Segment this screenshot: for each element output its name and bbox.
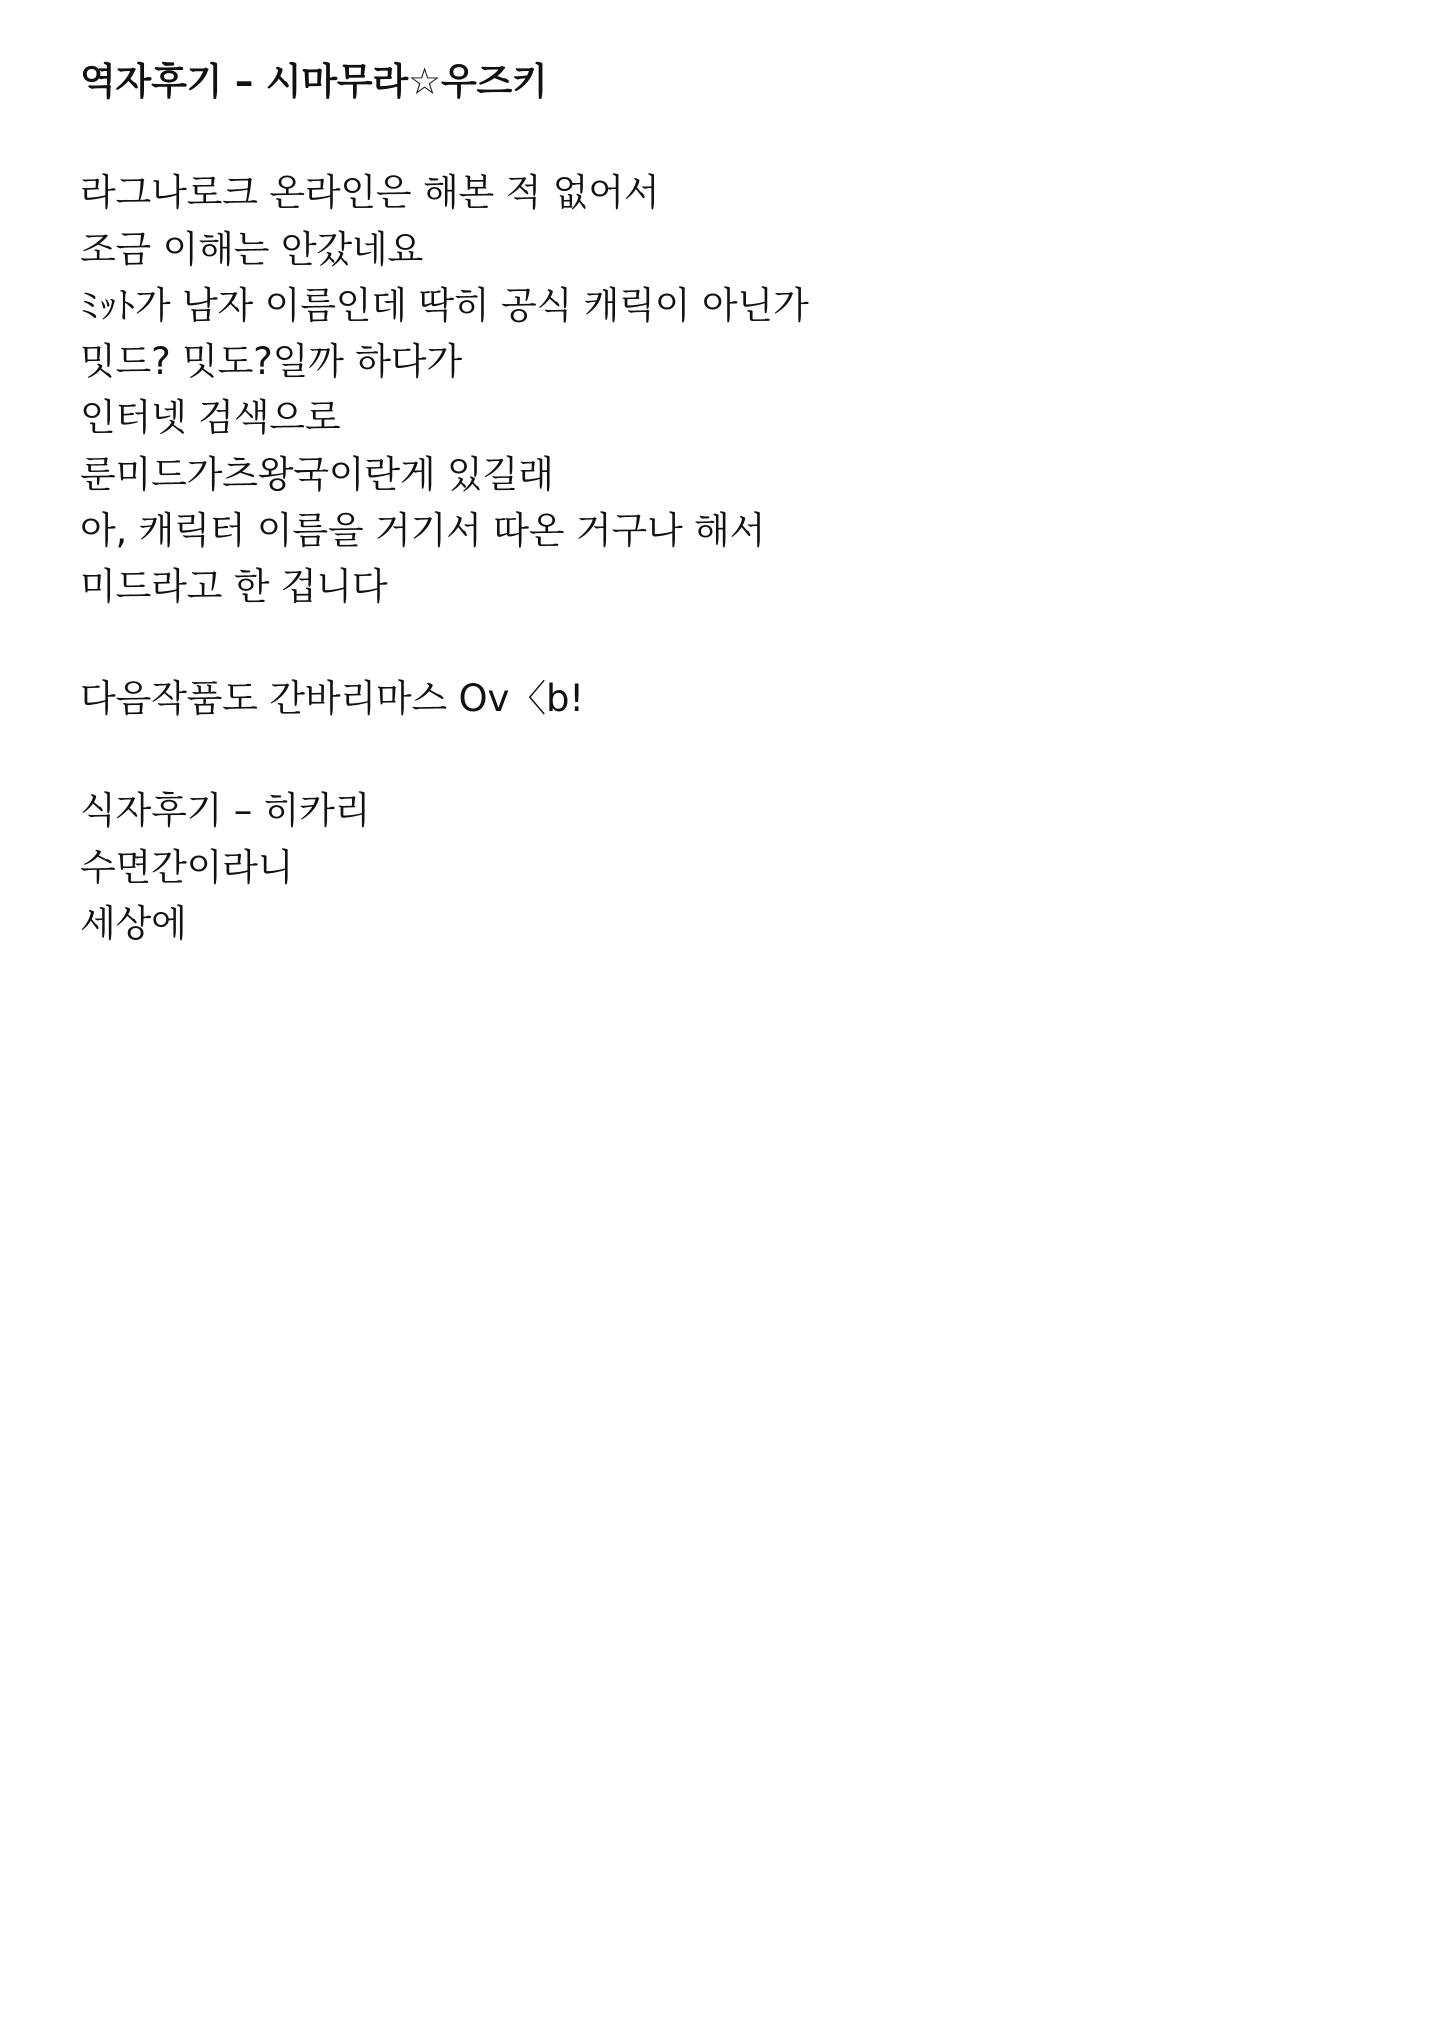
body-line: 미드라고 한 겁니다: [80, 565, 388, 608]
body-line: 아, 캐릭터 이름을 거기서 따온 거구나 해서: [80, 508, 766, 552]
body-line: 수면간이라니: [80, 845, 294, 889]
body-line: 밋드? 밋도?일까 하다가: [80, 340, 462, 384]
body-line: 라그나로크 온라인은 해본 적 없어서: [80, 171, 660, 215]
translator-afterword-heading: 역자후기 – 시마무라☆우즈키: [80, 60, 548, 103]
body-line: 세상에: [80, 901, 187, 945]
typesetter-afterword-heading: 식자후기 – 히카리: [80, 789, 371, 833]
paragraph-spacer: [80, 109, 1353, 165]
body-line: 인터넷 검색으로: [80, 396, 341, 440]
body-line: 조금 이해는 안갔네요: [80, 227, 423, 271]
section-translator-afterword: [80, 58, 1353, 727]
section-typesetter-afterword: [80, 783, 1353, 952]
translator-afterword-body: [80, 165, 1353, 615]
section-spacer: [80, 727, 1353, 783]
body-line: ﾐｯﾄ가 남자 이름인데 딱히 공식 캐릭이 아닌가: [80, 283, 809, 327]
paragraph-spacer: [80, 615, 1353, 671]
translator-afterword-closing: 다음작품도 간바리마스 Ov〈b!: [80, 677, 584, 721]
body-line: 룬미드가츠왕국이란게 있길래: [80, 452, 554, 496]
